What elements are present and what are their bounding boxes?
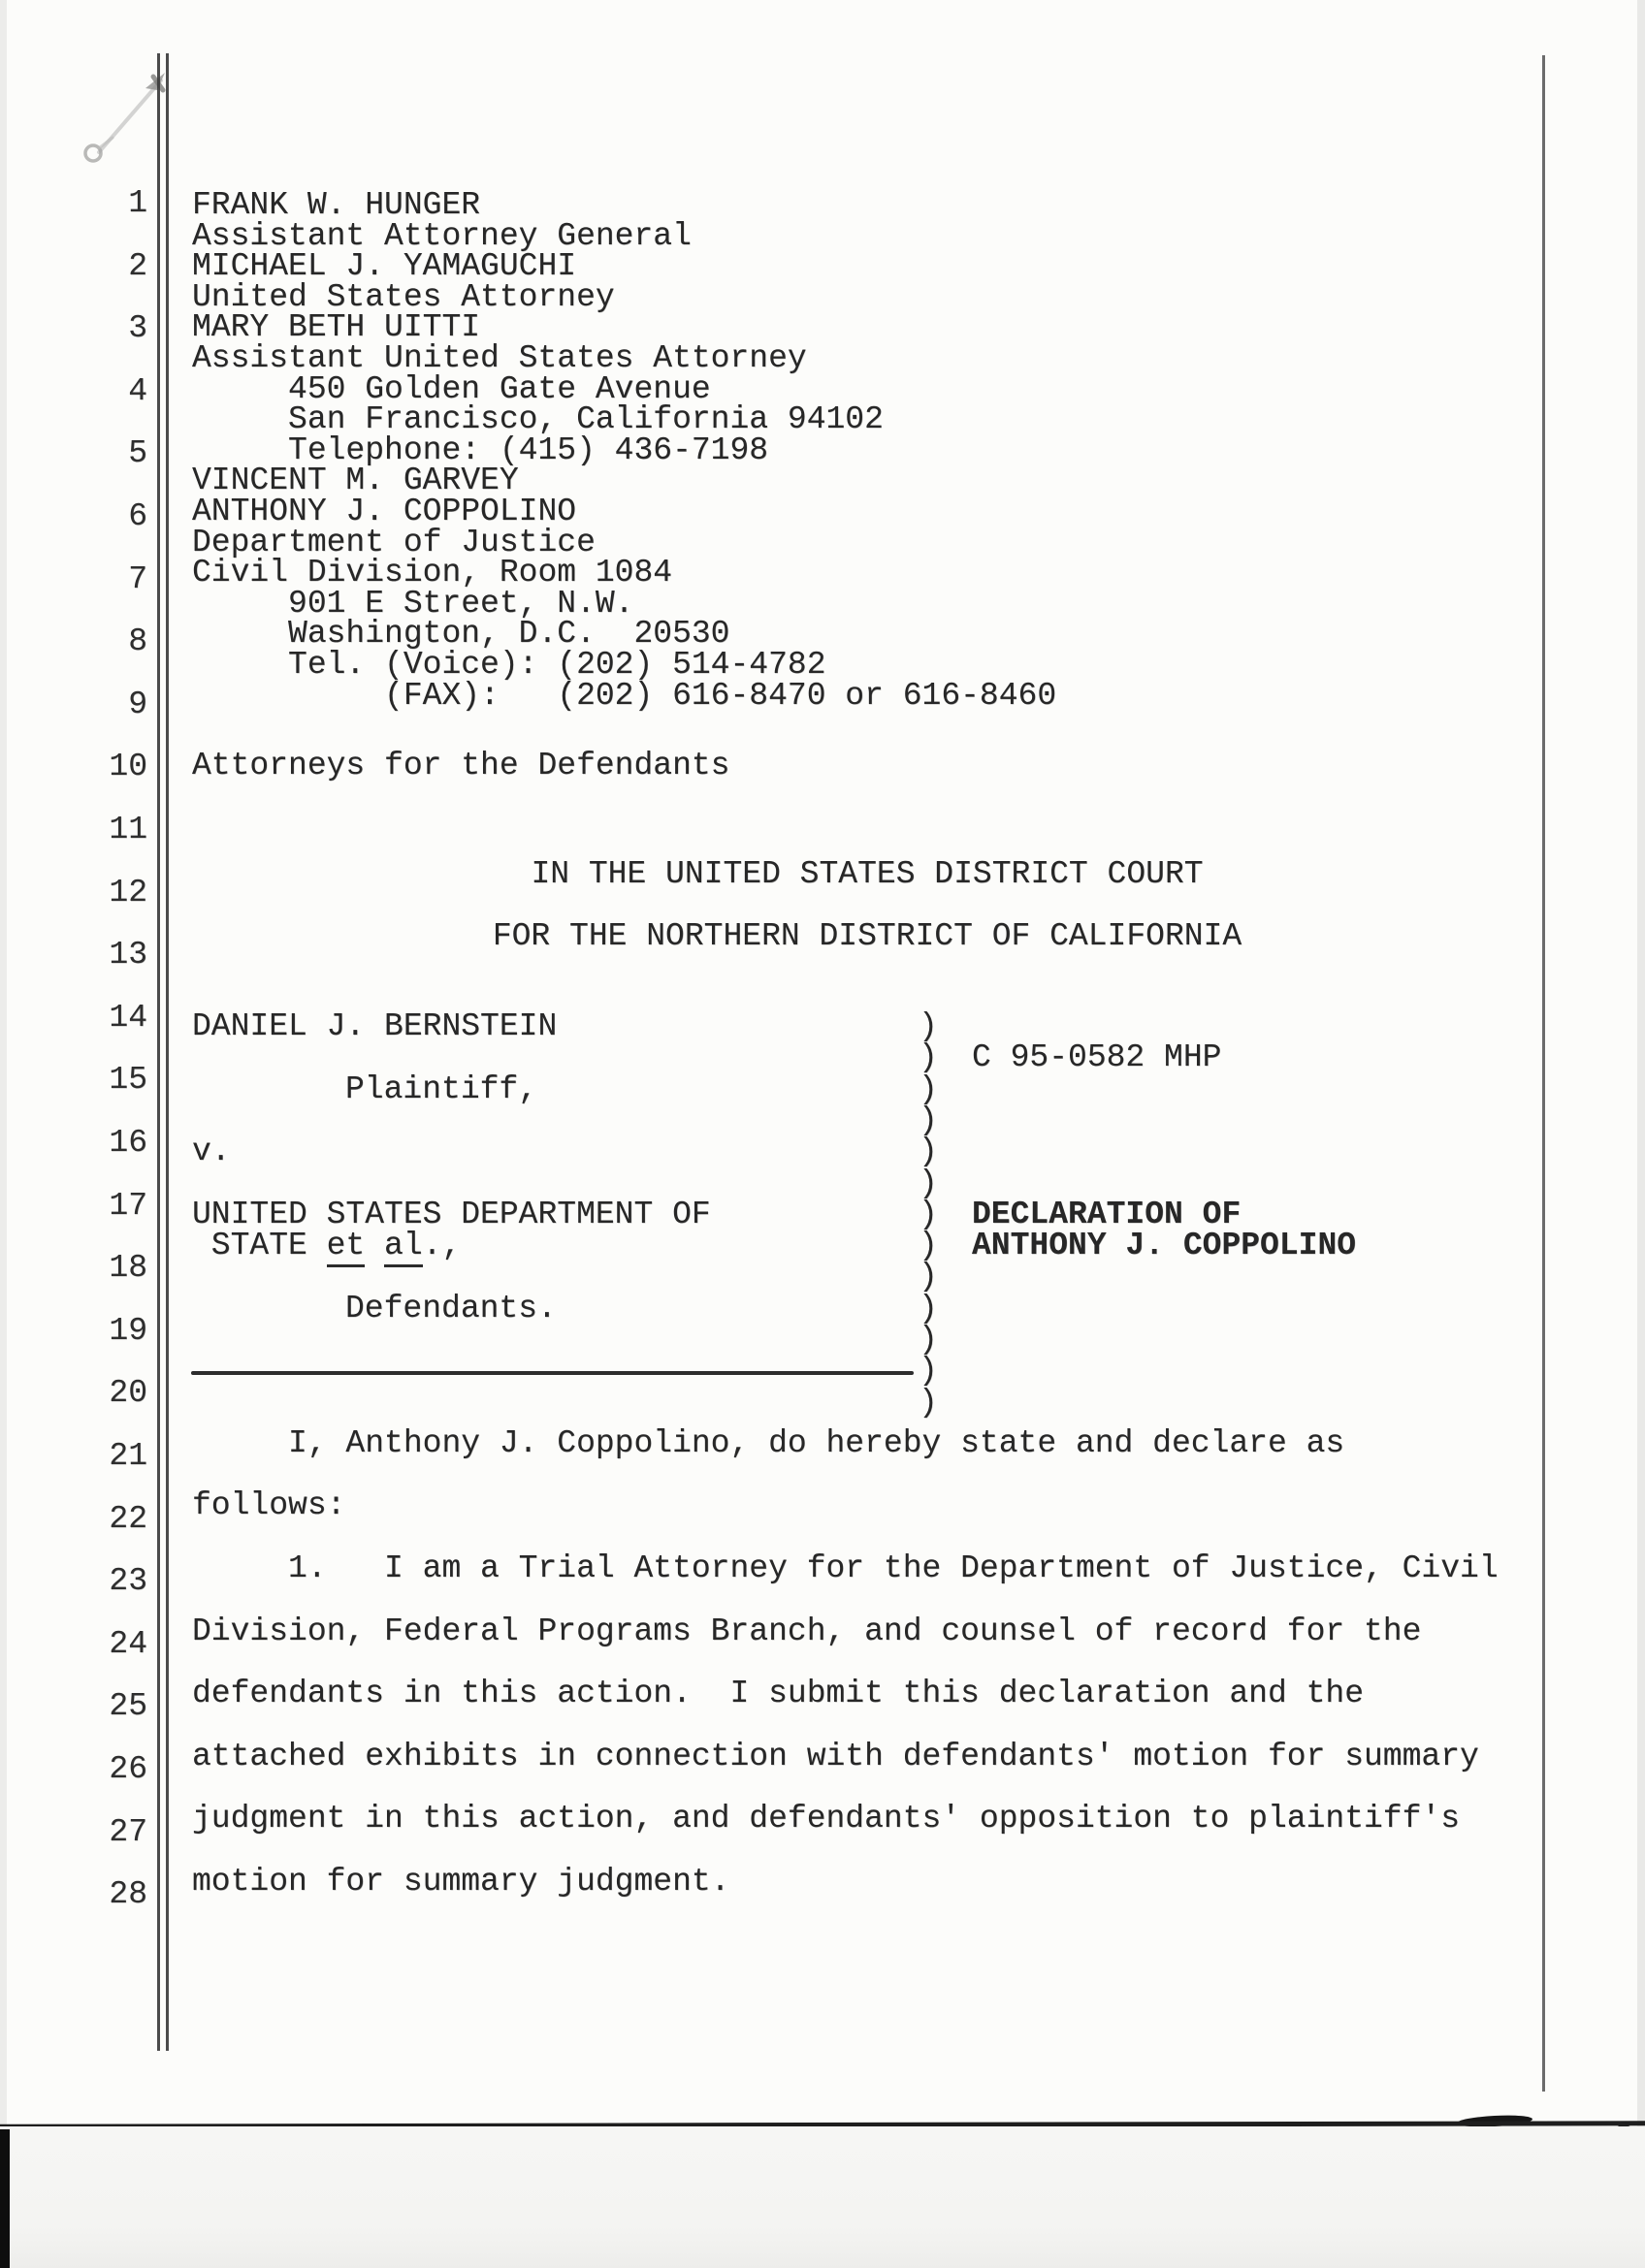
- body-text-line: motion for summary judgment.: [192, 1864, 730, 1900]
- attorneys-for-line: Attorneys for the Defendants: [192, 748, 730, 783]
- line-number-13: 13: [109, 937, 147, 974]
- left-double-rule-inner: [166, 53, 169, 2051]
- left-double-rule-outer: [157, 53, 160, 2051]
- line-number-14: 14: [109, 999, 147, 1036]
- attorney-block-line: VINCENT M. GARVEY: [192, 463, 519, 499]
- line-number-18: 18: [109, 1250, 147, 1287]
- body-text-line: follows:: [192, 1487, 346, 1524]
- caption-paren: ): [919, 1290, 938, 1326]
- body-text-line: judgment in this action, and defendants' opposition to plaintiff's: [192, 1801, 1461, 1837]
- body-text-line: 1. I am a Trial Attorney for the Department of Justice, Civil: [192, 1550, 1499, 1586]
- line-number-2: 2: [128, 247, 147, 284]
- attorney-block-line: Assistant Attorney General: [192, 217, 692, 254]
- defendant-name-line1: UNITED STATES DEPARTMENT OF: [192, 1197, 711, 1232]
- attorney-block-line: Telephone: (415) 436-7198: [192, 431, 769, 468]
- line-number-7: 7: [128, 560, 147, 597]
- body-text-line: attached exhibits in connection with defendants' motion for summary: [192, 1738, 1479, 1774]
- line-number-20: 20: [109, 1375, 147, 1412]
- line-number-27: 27: [109, 1813, 147, 1850]
- line-number-6: 6: [128, 498, 147, 534]
- caption-paren: ): [919, 1165, 938, 1201]
- attorney-block-line: Tel. (Voice): (202) 514-4782: [192, 647, 826, 683]
- attorney-block-line: FRANK W. HUNGER: [192, 187, 481, 223]
- plaintiff-label: Plaintiff,: [345, 1071, 538, 1107]
- defendants-label: Defendants.: [345, 1291, 557, 1326]
- line-number-23: 23: [109, 1563, 147, 1600]
- scan-left-edge: [0, 0, 7, 2126]
- caption-paren: ): [919, 1384, 938, 1421]
- plaintiff-name: DANIEL J. BERNSTEIN: [192, 1008, 558, 1044]
- defendant-name-line2: [192, 1228, 461, 1264]
- line-number-8: 8: [128, 623, 147, 660]
- line-number-22: 22: [109, 1500, 147, 1537]
- defendant-line2-space: [365, 1228, 384, 1263]
- attorney-block-line: ANTHONY J. COPPOLINO: [192, 494, 577, 529]
- caption-paren: ): [919, 1259, 938, 1295]
- attorney-block-line: Department of Justice: [192, 524, 596, 560]
- case-number: C 95-0582 MHP: [972, 1039, 1222, 1075]
- attorney-block-line: 901 E Street, N.W.: [192, 585, 634, 622]
- line-number-28: 28: [109, 1876, 147, 1913]
- document-title-line1: DECLARATION OF: [972, 1197, 1242, 1232]
- line-number-4: 4: [128, 372, 147, 409]
- defendant-line2-prefix: STATE: [192, 1228, 327, 1263]
- line-number-21: 21: [109, 1438, 147, 1474]
- scan-shadow-strip: [0, 2129, 10, 2268]
- body-text-line: defendants in this action. I submit this declaration and the: [192, 1676, 1364, 1712]
- scan-right-edge: [1637, 0, 1645, 2126]
- caption-paren: ): [919, 1102, 938, 1138]
- right-margin-rule: [1542, 55, 1545, 2092]
- defendant-line2-et: et: [327, 1228, 366, 1267]
- attorney-block-line: Civil Division, Room 1084: [192, 555, 673, 591]
- court-heading-line2: FOR THE NORTHERN DISTRICT OF CALIFORNIA: [492, 918, 1242, 954]
- line-number-24: 24: [109, 1625, 147, 1662]
- document-title-line2: ANTHONY J. COPPOLINO: [972, 1228, 1357, 1263]
- versus-label: v.: [192, 1134, 231, 1169]
- line-number-9: 9: [128, 686, 147, 722]
- attorney-block-line: San Francisco, California 94102: [192, 401, 884, 438]
- attorney-block-line: Assistant United States Attorney: [192, 340, 807, 376]
- defendant-line2-al: al: [384, 1228, 423, 1267]
- line-number-3: 3: [128, 310, 147, 347]
- attorney-block-line: 450 Golden Gate Avenue: [192, 370, 711, 407]
- underlying-sheet-region: [0, 2126, 1645, 2268]
- line-number-19: 19: [109, 1312, 147, 1349]
- caption-paren: ): [919, 1008, 938, 1044]
- caption-paren: ): [919, 1228, 938, 1264]
- line-number-16: 16: [109, 1125, 147, 1161]
- line-number-26: 26: [109, 1751, 147, 1787]
- line-number-5: 5: [128, 435, 147, 472]
- attorney-block-line: MARY BETH UITTI: [192, 309, 481, 346]
- caption-paren: ): [919, 1353, 938, 1390]
- attorney-block-line: Washington, D.C. 20530: [192, 616, 730, 653]
- attorney-block-line: MICHAEL J. YAMAGUCHI: [192, 248, 577, 285]
- line-number-10: 10: [109, 749, 147, 785]
- line-number-15: 15: [109, 1062, 147, 1099]
- line-number-25: 25: [109, 1688, 147, 1725]
- caption-paren: ): [919, 1196, 938, 1232]
- caption-paren: ): [919, 1039, 938, 1076]
- attorney-block-line: United States Attorney: [192, 278, 615, 315]
- pencil-loop-mark-icon: [80, 134, 118, 169]
- body-text-line: Division, Federal Programs Branch, and counsel of record for the: [192, 1613, 1422, 1649]
- caption-underline: [191, 1371, 914, 1375]
- caption-paren: ): [919, 1070, 938, 1107]
- caption-paren: ): [919, 1322, 938, 1358]
- defendant-line2-suffix: .,: [422, 1228, 462, 1263]
- line-number-1: 1: [128, 185, 147, 221]
- court-heading-line1: IN THE UNITED STATES DISTRICT COURT: [531, 856, 1204, 892]
- caption-paren: ): [919, 1134, 938, 1170]
- body-text-line: I, Anthony J. Coppolino, do hereby state and declare as: [192, 1424, 1345, 1461]
- attorney-block-line: (FAX): (202) 616-8470 or 616-8460: [192, 677, 1057, 714]
- line-number-11: 11: [109, 812, 147, 847]
- line-number-12: 12: [109, 874, 147, 910]
- line-number-17: 17: [109, 1187, 147, 1224]
